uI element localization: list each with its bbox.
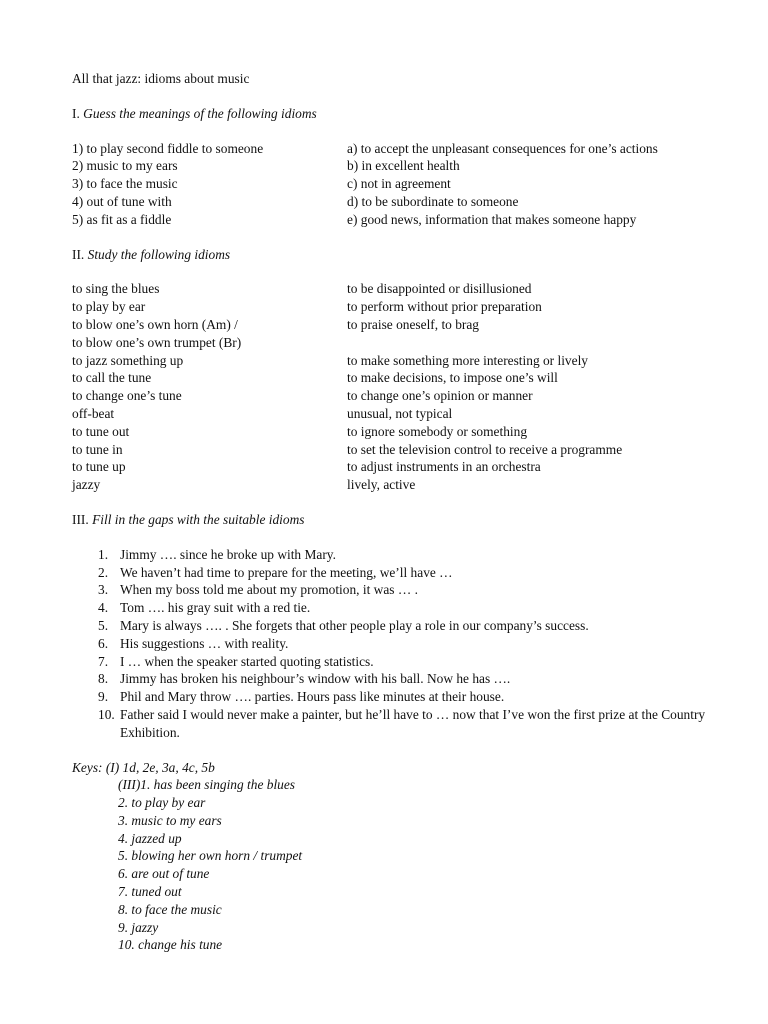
list-item (72, 635, 732, 653)
exercise-list (72, 546, 732, 742)
meaning: d) to be subordinate to someone (347, 193, 519, 209)
meaning: b) in excellent health (347, 158, 460, 174)
list-item (72, 688, 732, 706)
section-3-heading (72, 511, 732, 529)
list-item (72, 653, 732, 671)
document-title: All that jazz: idioms about music (72, 71, 250, 86)
item-text: Jimmy has broken his neighbour’s window with his ball. Now he has …. (120, 671, 511, 687)
item-number: 5. (98, 617, 109, 633)
key-line: 3. music to my ears (118, 812, 222, 828)
key-line: 5. blowing her own horn / trumpet (118, 848, 303, 864)
section-1-pairs (72, 140, 732, 229)
item-number: 8. (98, 671, 109, 687)
pair-row (72, 423, 732, 441)
idiom: to tune out (72, 423, 130, 439)
meaning: to praise oneself, to brag (347, 316, 480, 332)
idiom: 2) music to my ears (72, 158, 178, 174)
pair-row (72, 280, 732, 298)
pair-row (72, 458, 732, 476)
meaning: c) not in agreement (347, 176, 451, 192)
section-2-number: II. (72, 246, 85, 262)
key-line: 7. tuned out (118, 884, 182, 900)
item-text: Phil and Mary throw …. parties. Hours pass like minutes at their house. (120, 689, 505, 705)
item-text: Mary is always …. . She forgets that other people play a role in our company’s success. (120, 617, 589, 633)
list-item (72, 599, 732, 617)
idiom: 4) out of tune with (72, 193, 172, 209)
key-line: 2. to play by ear (118, 795, 206, 811)
item-text: We haven’t had time to prepare for the meeting, we’ll have … (120, 564, 453, 580)
idiom: to sing the blues (72, 281, 160, 297)
key-line: 10. change his tune (118, 937, 223, 953)
list-item (72, 581, 732, 599)
item-number: 10. (98, 706, 115, 722)
meaning: e) good news, information that makes someone happy (347, 211, 637, 227)
section-3-title: Fill in the gaps with the suitable idioms (92, 511, 305, 527)
item-text: Jimmy …. since he broke up with Mary. (120, 546, 336, 562)
pair-row (72, 211, 732, 229)
meaning: to make something more interesting or lively (347, 352, 588, 368)
idiom: to play by ear (72, 299, 146, 315)
item-text: I … when the speaker started quoting statistics. (120, 653, 374, 669)
pair-row (72, 316, 732, 334)
meaning: to adjust instruments in an orchestra (347, 459, 541, 475)
key-line: 6. are out of tune (118, 866, 210, 882)
idiom: to change one’s tune (72, 388, 182, 404)
section-2-pairs (72, 280, 732, 494)
meaning: lively, active (347, 477, 416, 493)
key-line: 4. jazzed up (118, 830, 182, 846)
pair-row (72, 334, 732, 352)
key-line: 8. to face the music (118, 901, 222, 917)
idiom: 5) as fit as a fiddle (72, 211, 172, 227)
list-item (72, 670, 732, 688)
idiom: to tune up (72, 459, 126, 475)
idiom: to tune in (72, 441, 123, 457)
section-2-heading (72, 246, 732, 264)
pair-row (72, 157, 732, 175)
meaning: to change one’s opinion or manner (347, 388, 533, 404)
answer-keys (72, 759, 732, 955)
key-line: 9. jazzy (118, 919, 159, 935)
meaning: to perform without prior preparation (347, 299, 542, 315)
pair-row (72, 476, 732, 494)
item-number: 6. (98, 635, 109, 651)
key-line: (III)1. has been singing the blues (118, 777, 296, 793)
idiom: to jazz something up (72, 352, 184, 368)
document-page (72, 70, 732, 954)
item-text: Father said I would never make a painter, but he’ll have to … now that I’ve won the first prize at the Country Exhibition. (120, 706, 706, 740)
item-number: 7. (98, 653, 109, 669)
meaning (347, 334, 732, 352)
meaning: to ignore somebody or something (347, 423, 528, 439)
list-item (72, 564, 732, 582)
meaning: to be disappointed or disillusioned (347, 281, 532, 297)
idiom: to blow one’s own trumpet (Br) (72, 334, 242, 350)
idiom: to call the tune (72, 370, 152, 386)
pair-row (72, 405, 732, 423)
item-number: 9. (98, 689, 109, 705)
pair-row (72, 369, 732, 387)
pair-row (72, 352, 732, 370)
item-text: Tom …. his gray suit with a red tie. (120, 600, 311, 616)
meaning: to set the television control to receive a programme (347, 441, 623, 457)
list-item (72, 617, 732, 635)
idiom: jazzy (72, 477, 101, 493)
meaning: a) to accept the unpleasant consequences for one’s actions (347, 140, 658, 156)
section-1-heading (72, 105, 732, 123)
meaning: unusual, not typical (347, 405, 453, 421)
idiom: off-beat (72, 405, 115, 421)
section-2-title: Study the following idioms (87, 246, 231, 262)
keys-heading: Keys: (I) 1d, 2e, 3a, 4c, 5b (72, 759, 215, 775)
meaning: to make decisions, to impose one’s will (347, 370, 558, 386)
section-3-number: III. (72, 511, 89, 527)
pair-row (72, 140, 732, 158)
pair-row (72, 441, 732, 459)
pair-row (72, 193, 732, 211)
item-number: 4. (98, 600, 109, 616)
idiom: 1) to play second fiddle to someone (72, 140, 264, 156)
list-item (72, 546, 732, 564)
section-1-title: Guess the meanings of the following idioms (83, 105, 317, 121)
item-number: 3. (98, 582, 109, 598)
idiom: to blow one’s own horn (Am) / (72, 316, 238, 332)
item-number: 1. (98, 546, 109, 562)
section-1-number: I. (72, 105, 80, 121)
pair-row (72, 298, 732, 316)
item-text: When my boss told me about my promotion, it was … . (120, 582, 418, 598)
pair-row (72, 175, 732, 193)
item-number: 2. (98, 564, 109, 580)
item-text: His suggestions … with reality. (120, 635, 289, 651)
pair-row (72, 387, 732, 405)
list-item (72, 706, 732, 742)
idiom: 3) to face the music (72, 176, 178, 192)
